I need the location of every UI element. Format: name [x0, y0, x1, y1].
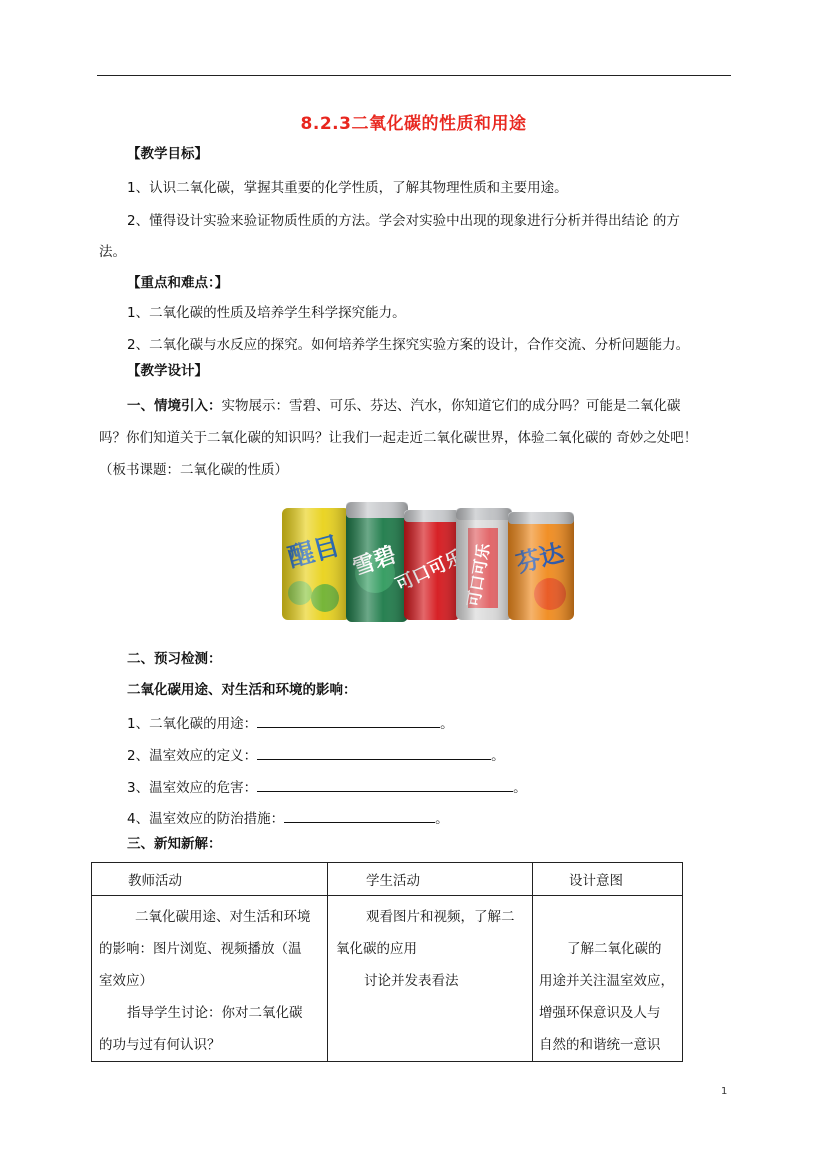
- intent-line-2: 用途并关注温室效应，: [539, 973, 674, 989]
- header-intent: 设计意图: [533, 863, 683, 896]
- student-line-3: 讨论并发表看法: [364, 973, 459, 989]
- answer-blank-4[interactable]: [284, 808, 435, 823]
- intro-line-3: （板书课题：二氧化碳的性质）: [99, 462, 288, 478]
- teacher-line-2: 的影响：图片浏览、视频播放（温: [99, 941, 302, 957]
- question-3-label: 3、温室效应的危害：: [127, 780, 258, 796]
- teacher-line-5: 的功与过有何认识？: [99, 1037, 221, 1053]
- header-student: 学生活动: [328, 863, 533, 896]
- question-1-label: 1、二氧化碳的用途：: [127, 716, 258, 732]
- can-xuebi: [346, 502, 408, 622]
- objective-1: 1、认识二氧化碳，掌握其重要的化学性质，了解其物理性质和主要用途。: [127, 180, 568, 196]
- keypoint-2: 2、二氧化碳与水反应的探究。如何培养学生探究实验方案的设计，合作交流、分析问题能力。: [127, 337, 690, 353]
- new-knowledge-heading: 三、新知新解：: [127, 836, 222, 852]
- teacher-line-3: 室效应）: [99, 973, 153, 989]
- question-4-label: 4、温室效应的防治措施：: [127, 811, 285, 827]
- objective-2a: 2、懂得设计实验来验证物质性质的方法。学会对实验中出现的现象进行分析并得出结论 的方: [127, 213, 680, 229]
- header-rule: [97, 75, 731, 76]
- answer-blank-3[interactable]: [257, 777, 513, 792]
- question-2: [127, 745, 505, 766]
- question-1: [127, 713, 454, 734]
- question-3: [127, 777, 527, 798]
- question-4-period: 。: [435, 811, 449, 827]
- intent-line-4: 自然的和谐统一意识: [539, 1037, 661, 1053]
- question-1-period: 。: [440, 716, 454, 732]
- can-xingmu: [282, 508, 350, 620]
- intro-line-2: 吗？你们知道关于二氧化碳的知识吗？让我们一起走近二氧化碳世界，体验二氧化碳的 奇妙之处吧！: [99, 430, 698, 446]
- student-line-2: 氧化碳的应用: [336, 941, 417, 957]
- objectives-heading: 【教学目标】: [127, 146, 208, 162]
- can-fanta: [508, 512, 574, 620]
- intent-line-1: 了解二氧化碳的: [567, 941, 662, 957]
- teaching-design-table: [91, 862, 683, 1062]
- objective-2b: 法。: [99, 244, 126, 260]
- intent-line-3: 增强环保意识及人与: [539, 1005, 661, 1021]
- cell-teacher: [92, 896, 328, 1062]
- cell-intent: [533, 896, 683, 1062]
- page-title: 8.2.3二氧化碳的性质和用途: [300, 114, 527, 134]
- soda-cans-image: [280, 498, 578, 626]
- table-header-row: [92, 863, 683, 896]
- intro-line-1: [127, 396, 681, 416]
- question-2-label: 2、温室效应的定义：: [127, 748, 258, 764]
- intro-label: 一、情境引入：: [127, 398, 222, 414]
- answer-blank-1[interactable]: [257, 713, 440, 728]
- table-row: [92, 896, 683, 1062]
- page-number: 1: [721, 1086, 728, 1097]
- teacher-line-4: 指导学生讨论：你对二氧化碳: [127, 1005, 303, 1021]
- can-coke-silver: [456, 508, 512, 620]
- cell-student: [328, 896, 533, 1062]
- student-line-1: 观看图片和视频，了解二: [366, 909, 515, 925]
- preview-subheading: 二氧化碳用途、对生活和环境的影响：: [127, 682, 357, 698]
- question-4: [127, 808, 449, 829]
- design-heading: 【教学设计】: [127, 363, 208, 379]
- question-3-period: 。: [513, 780, 527, 796]
- keypoint-1: 1、二氧化碳的性质及培养学生科学探究能力。: [127, 305, 406, 321]
- preview-heading: 二、预习检测：: [127, 651, 222, 667]
- teacher-line-1: 二氧化碳用途、对生活和环境: [135, 909, 311, 925]
- answer-blank-2[interactable]: [257, 745, 491, 760]
- question-2-period: 。: [491, 748, 505, 764]
- header-teacher: 教师活动: [92, 863, 328, 896]
- intro-text-a: 实物展示：雪碧、可乐、芬达、汽水，你知道它们的成分吗？可能是二氧化碳: [221, 398, 681, 414]
- keypoints-heading: 【重点和难点：】: [127, 275, 229, 291]
